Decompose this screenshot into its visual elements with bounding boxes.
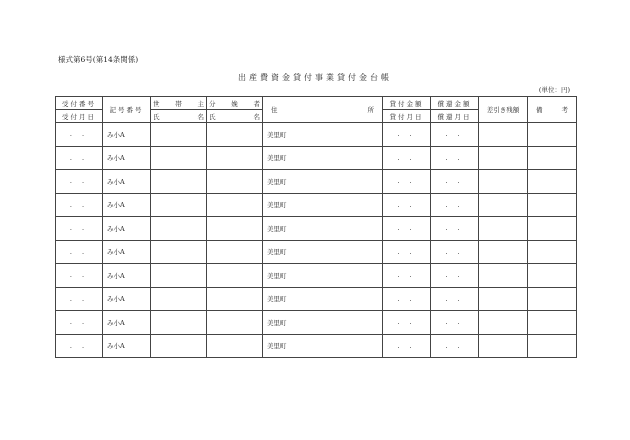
receipt-date-cell: . . — [56, 170, 103, 194]
address-cell: 美里町 — [263, 311, 383, 335]
table-row — [56, 217, 577, 241]
table-row — [56, 240, 577, 264]
delivered-name-cell — [207, 146, 263, 170]
table-row — [56, 311, 577, 335]
record-number-cell: み小A — [103, 123, 151, 147]
header-delivered-top: 分 娩 者 — [207, 97, 263, 110]
loan-date-cell: . . — [383, 240, 431, 264]
receipt-date-cell: . . — [56, 264, 103, 288]
householder-name-cell — [151, 287, 207, 311]
table-row — [56, 264, 577, 288]
repay-date-cell: . . — [431, 193, 479, 217]
remarks-cell — [528, 287, 577, 311]
remarks-cell — [528, 264, 577, 288]
header-householder-top: 世 帯 主 — [151, 97, 207, 110]
repay-date-cell: . . — [431, 311, 479, 335]
repay-date-cell: . . — [431, 170, 479, 194]
header-loan-amount: 貸付金額 — [383, 97, 431, 110]
loan-date-cell: . . — [383, 217, 431, 241]
table-row — [56, 193, 577, 217]
receipt-date-cell: . . — [56, 193, 103, 217]
address-cell: 美里町 — [263, 240, 383, 264]
remarks-cell — [528, 217, 577, 241]
delivered-name-cell — [207, 123, 263, 147]
balance-cell — [479, 146, 528, 170]
form-number: 様式第6号(第14条関係) — [58, 55, 139, 64]
householder-name-cell — [151, 334, 207, 358]
header-repay-amount: 償還金額 — [431, 97, 479, 110]
delivered-name-cell — [207, 287, 263, 311]
householder-name-cell — [151, 311, 207, 335]
loan-date-cell: . . — [383, 334, 431, 358]
header-loan-date: 貸付月日 — [383, 110, 431, 123]
record-number-cell: み小A — [103, 146, 151, 170]
ledger-table — [55, 96, 577, 358]
header-delivered-bottom: 氏 名 — [207, 110, 263, 123]
balance-cell — [479, 287, 528, 311]
table-row — [56, 146, 577, 170]
remarks-cell — [528, 240, 577, 264]
remarks-cell — [528, 311, 577, 335]
loan-date-cell: . . — [383, 193, 431, 217]
loan-date-cell: . . — [383, 123, 431, 147]
balance-cell — [479, 264, 528, 288]
header-record-no: 記号番号 — [103, 97, 151, 123]
remarks-cell — [528, 146, 577, 170]
repay-date-cell: . . — [431, 287, 479, 311]
remarks-cell — [528, 334, 577, 358]
remarks-cell — [528, 170, 577, 194]
record-number-cell: み小A — [103, 170, 151, 194]
record-number-cell: み小A — [103, 287, 151, 311]
record-number-cell: み小A — [103, 334, 151, 358]
loan-date-cell: . . — [383, 311, 431, 335]
householder-name-cell — [151, 123, 207, 147]
receipt-date-cell: . . — [56, 123, 103, 147]
record-number-cell: み小A — [103, 240, 151, 264]
header-row-top — [56, 97, 577, 110]
balance-cell — [479, 217, 528, 241]
address-cell: 美里町 — [263, 146, 383, 170]
householder-name-cell — [151, 170, 207, 194]
header-receipt-no: 受付番号 — [56, 97, 103, 110]
repay-date-cell: . . — [431, 264, 479, 288]
receipt-date-cell: . . — [56, 311, 103, 335]
householder-name-cell — [151, 193, 207, 217]
receipt-date-cell: . . — [56, 217, 103, 241]
delivered-name-cell — [207, 170, 263, 194]
repay-date-cell: . . — [431, 146, 479, 170]
receipt-date-cell: . . — [56, 287, 103, 311]
repay-date-cell: . . — [431, 217, 479, 241]
record-number-cell: み小A — [103, 311, 151, 335]
balance-cell — [479, 193, 528, 217]
balance-cell — [479, 334, 528, 358]
householder-name-cell — [151, 240, 207, 264]
repay-date-cell: . . — [431, 123, 479, 147]
remarks-cell — [528, 193, 577, 217]
address-cell: 美里町 — [263, 217, 383, 241]
householder-name-cell — [151, 146, 207, 170]
delivered-name-cell — [207, 240, 263, 264]
balance-cell — [479, 311, 528, 335]
unit-note: (単位：円) — [538, 86, 570, 94]
address-cell: 美里町 — [263, 193, 383, 217]
repay-date-cell: . . — [431, 334, 479, 358]
ledger-title: 出産費資金貸付事業貸付金台帳 — [238, 73, 392, 82]
table-row — [56, 334, 577, 358]
delivered-name-cell — [207, 217, 263, 241]
record-number-cell: み小A — [103, 217, 151, 241]
table-row — [56, 123, 577, 147]
header-address: 住 所 — [263, 97, 383, 123]
remarks-cell — [528, 123, 577, 147]
table-row — [56, 287, 577, 311]
record-number-cell: み小A — [103, 193, 151, 217]
table-row — [56, 170, 577, 194]
receipt-date-cell: . . — [56, 146, 103, 170]
address-cell: 美里町 — [263, 334, 383, 358]
address-cell: 美里町 — [263, 170, 383, 194]
repay-date-cell: . . — [431, 240, 479, 264]
householder-name-cell — [151, 264, 207, 288]
delivered-name-cell — [207, 311, 263, 335]
address-cell: 美里町 — [263, 123, 383, 147]
loan-date-cell: . . — [383, 146, 431, 170]
receipt-date-cell: . . — [56, 240, 103, 264]
householder-name-cell — [151, 217, 207, 241]
loan-date-cell: . . — [383, 264, 431, 288]
header-repay-date: 償還月日 — [431, 110, 479, 123]
header-receipt-date: 受付月日 — [56, 110, 103, 123]
delivered-name-cell — [207, 264, 263, 288]
balance-cell — [479, 123, 528, 147]
record-number-cell: み小A — [103, 264, 151, 288]
balance-cell — [479, 170, 528, 194]
header-balance: 差引き残額 — [479, 97, 528, 123]
receipt-date-cell: . . — [56, 334, 103, 358]
delivered-name-cell — [207, 334, 263, 358]
header-remarks: 備 考 — [528, 97, 577, 123]
loan-date-cell: . . — [383, 287, 431, 311]
address-cell: 美里町 — [263, 264, 383, 288]
balance-cell — [479, 240, 528, 264]
delivered-name-cell — [207, 193, 263, 217]
header-householder-bottom: 氏 名 — [151, 110, 207, 123]
loan-date-cell: . . — [383, 170, 431, 194]
address-cell: 美里町 — [263, 287, 383, 311]
